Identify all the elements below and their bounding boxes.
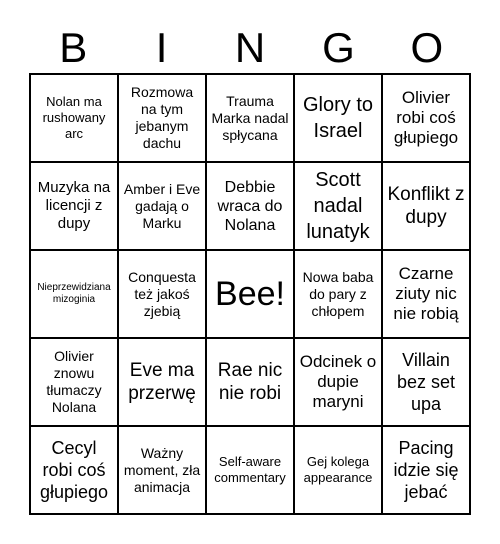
- cell-text: Olivier znowu tłumaczy Nolana: [46, 348, 102, 415]
- bingo-cell-16[interactable]: [30, 338, 118, 426]
- cell-text: Bee!: [215, 275, 285, 313]
- bingo-cell-1[interactable]: [30, 74, 118, 162]
- header-letter-o: O: [410, 24, 444, 71]
- bingo-cell-11[interactable]: [30, 250, 118, 338]
- cell-text: Amber i Eve gadają o Marku: [123, 180, 201, 231]
- cell-text: Rae nic nie robi: [217, 360, 283, 404]
- cell-text: Odcinek o dupie maryni: [299, 352, 377, 411]
- bingo-cell-21[interactable]: [30, 426, 118, 514]
- bingo-cell-free[interactable]: [206, 250, 294, 338]
- cell-text: Czarne ziuty nic nie robią: [393, 264, 459, 323]
- bingo-cell-10[interactable]: [382, 162, 470, 250]
- cell-text: Trauma Marka nadal spłycana: [211, 92, 289, 143]
- bingo-cell-19[interactable]: [294, 338, 382, 426]
- bingo-cell-23[interactable]: [206, 426, 294, 514]
- cell-text: Rozmowa na tym jebanym dachu: [130, 84, 194, 151]
- cell-text: Self-aware commentary: [214, 454, 286, 485]
- cell-text: Muzyka na licencji z dupy: [37, 179, 111, 232]
- cell-text: Cecyl robi coś głupiego: [39, 438, 109, 502]
- bingo-cell-2[interactable]: [118, 74, 206, 162]
- cell-text: Nieprzewidziana mizoginia: [37, 282, 111, 305]
- bingo-cell-14[interactable]: [294, 250, 382, 338]
- bingo-cell-17[interactable]: [118, 338, 206, 426]
- bingo-cell-18[interactable]: [206, 338, 294, 426]
- bingo-cell-5[interactable]: [382, 74, 470, 162]
- cell-text: Scott nadal lunatyk: [306, 169, 370, 243]
- cell-text: Olivier robi coś głupiego: [393, 88, 459, 147]
- bingo-grid: [29, 73, 471, 515]
- bingo-cell-9[interactable]: [294, 162, 382, 250]
- bingo-cell-15[interactable]: [382, 250, 470, 338]
- cell-text: Nowa baba do pary z chłopem: [302, 268, 374, 319]
- bingo-cell-24[interactable]: [294, 426, 382, 514]
- bingo-cell-20[interactable]: [382, 338, 470, 426]
- header-letter-g: G: [322, 24, 355, 71]
- cell-text: Gej kolega appearance: [303, 454, 373, 485]
- cell-text: Debbie wraca do Nolana: [217, 178, 283, 234]
- header-letter-b: B: [59, 24, 88, 71]
- header-letter-i: I: [155, 24, 168, 71]
- bingo-cell-3[interactable]: [206, 74, 294, 162]
- cell-text: Ważny moment, zła animacja: [123, 444, 201, 495]
- cell-text: Nolan ma rushowany arc: [42, 94, 106, 141]
- bingo-cell-8[interactable]: [206, 162, 294, 250]
- header-letter-n: N: [234, 24, 266, 71]
- cell-text: Konflikt z dupy: [387, 184, 465, 228]
- bingo-cell-7[interactable]: [118, 162, 206, 250]
- bingo-cell-12[interactable]: [118, 250, 206, 338]
- cell-text: Eve ma przerwę: [128, 360, 196, 404]
- bingo-cell-6[interactable]: [30, 162, 118, 250]
- cell-text: Pacing idzie się jebać: [393, 438, 459, 502]
- cell-text: Glory to Israel: [302, 94, 374, 142]
- cell-text: Conquesta też jakoś zjebią: [128, 268, 196, 319]
- bingo-cell-25[interactable]: [382, 426, 470, 514]
- bingo-cell-4[interactable]: [294, 74, 382, 162]
- bingo-header: [29, 22, 471, 74]
- cell-text: Villain bez set upa: [396, 350, 456, 414]
- bingo-cell-22[interactable]: [118, 426, 206, 514]
